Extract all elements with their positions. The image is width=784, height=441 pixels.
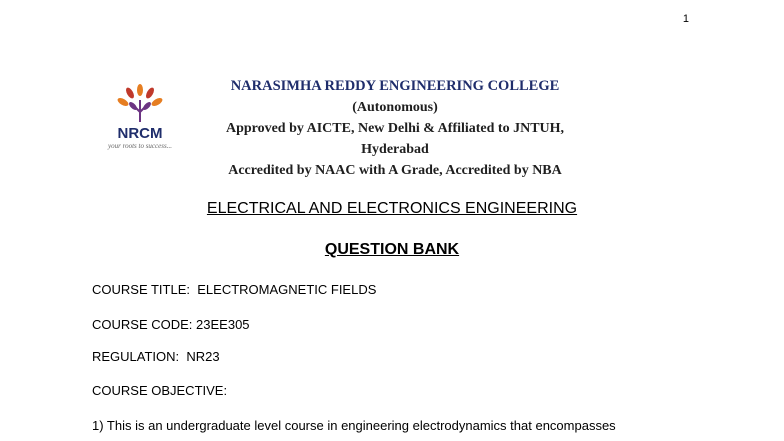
regulation-label: REGULATION:: [92, 349, 180, 364]
document-title: QUESTION BANK: [324, 241, 460, 258]
logo-text: NRCM: [117, 125, 163, 142]
approval-line: Approved by AICTE, New Delhi & Affiliated to JNTUH, Hyderabad: [225, 121, 565, 157]
page-number: 1: [682, 13, 689, 25]
course-code-value: 23EE305: [196, 317, 250, 332]
course-title-label: COURSE TITLE:: [92, 282, 191, 297]
college-header: [200, 76, 590, 181]
course-objective-label: COURSE OBJECTIVE:: [92, 383, 228, 398]
accreditation-line: Accredited by NAAC with A Grade, Accredited by NBA: [228, 163, 562, 178]
course-code-label: COURSE CODE:: [92, 317, 193, 332]
course-objective-1: 1) This is an undergraduate level course in engineering electrodynamics that encompasses: [92, 418, 616, 433]
course-code-row: [92, 317, 250, 332]
department-heading: ELECTRICAL AND ELECTRONICS ENGINEERING: [206, 200, 578, 217]
autonomy-status: (Autonomous): [352, 100, 438, 115]
college-name: NARASIMHA REDDY ENGINEERING COLLEGE: [230, 78, 560, 94]
regulation-row: [92, 349, 220, 364]
tree-logo-icon: [86, 78, 194, 142]
regulation-value: NR23: [186, 349, 220, 364]
college-logo: [86, 78, 194, 154]
course-title-value: ELECTROMAGNETIC FIELDS: [197, 282, 377, 297]
course-title-row: [92, 282, 376, 297]
logo-tagline: your roots to success...: [108, 142, 172, 150]
